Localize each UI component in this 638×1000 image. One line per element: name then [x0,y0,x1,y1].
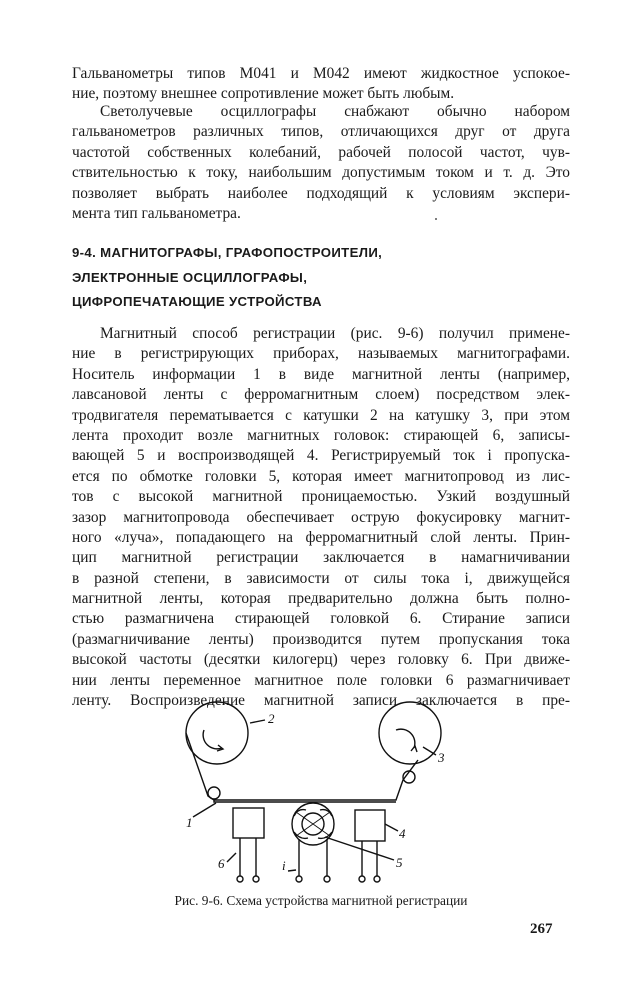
text-line: мента тип гальванометра. [72,204,241,222]
section-heading [72,241,512,315]
text-line: частотой собственных колебаний, рабочей полосой частот, чув- [72,143,570,161]
print-speck [435,218,437,220]
label-head-5: 5 [396,855,403,870]
page-number: 267 [530,921,553,937]
paragraph-magnetic-recording [72,324,570,711]
text-line: тов с высокой магнитной проницаемостью. Узкий воздушный [72,488,570,506]
label-reel-3-text: 3 [438,750,445,765]
playback-head-terminal [359,876,365,882]
text-line: тродвигателя перематывается с катушки 2 на катушку 3, при этом [72,406,570,424]
text-line: Гальванометры типов М041 и М042 имеют жидкостное успокое- [72,65,570,82]
heading-line: 9-4. МАГНИТОГРАФЫ, ГРАФОПОСТРОИТЕЛИ, [72,245,383,260]
text-line: гальванометров различных типов, отличающихся друг от друга [72,123,570,141]
text-line: Светолучевые осциллографы снабжают обычно набором [100,103,570,120]
record-head-terminal [324,876,330,882]
text-line: магнитной ленты, которая предварительно должна быть полно- [72,590,570,608]
text-line: цип магнитной регистрации заключается в намагничивании [72,549,570,567]
text-line: зазор магнитопровода обеспечивает острую фокусировку магнит- [72,508,570,526]
heading-line: ЦИФРОПЕЧАТАЮЩИЕ УСТРОЙСТВА [72,294,322,310]
tape-path [186,733,418,800]
label-head-6: 6 [218,856,225,871]
text-line: лавсановой ленты с ферромагнитным слоем) посредством элек- [72,386,570,404]
text-line: ствительностью к току, наибольшим допустимым током и т. д. Это [72,164,570,182]
text-line: в разной степени, в зависимости от силы тока i, движущейся [72,569,570,587]
text-line: позволяет выбрать наиболее подходящий к условиям экспери- [72,184,570,202]
label-head-4: 4 [399,826,406,841]
erase-head-terminal [253,876,259,882]
label-reel-2: 2 [268,711,275,726]
label-current-i: i [282,858,286,873]
text-line: Носитель информации 1 в виде магнитной ленты (например, [72,365,570,383]
text-line: Магнитный способ регистрации (рис. 9-6) получил примене- [100,325,570,342]
label-tape-1: 1 [186,815,193,830]
record-head-terminal [296,876,302,882]
text-line: (размагничивание ленты) производится путем пропускания тока [72,630,570,648]
takeup-reel-rotation-arrow [396,729,415,748]
text-line: ние, поэтому внешнее сопротивление может быть любым. [72,85,455,103]
text-line: нии ленты переменное магнитное поле головки 6 размагничивает [72,671,570,689]
figure-caption: Рис. 9-6. Схема устройства магнитной регистрации [174,893,468,908]
text-line: ного «луча», попадающего на ферромагнитный слой ленты. Прин- [72,528,570,546]
erase-head-terminal [237,876,243,882]
takeup-arrowhead [411,746,417,752]
playback-head [355,810,385,841]
magnetic-recording-diagram [170,700,470,890]
text-line: лента проходит возле магнитных головок: стирающей 6, записы- [72,426,570,444]
text-line: ленту. Воспроизведение магнитной записи заключается в пре- [72,692,570,710]
paragraph-galvanometers [72,64,570,105]
text-line: стью размагничена стирающей головкой 6. Стирание записи [72,610,570,628]
text-line: вающей 5 и воспроизводящей 4. Регистрируемый ток i пропуска- [72,447,570,465]
supply-reel [186,702,248,764]
paragraph-oscillographs [72,102,570,224]
text-line: ние в регистрирующих приборах, называемых магнитографами. [72,345,570,363]
playback-head-terminal [374,876,380,882]
erase-head [233,808,264,838]
text-line: высокой частоты (десятки килогерц) через головку 6. При движе- [72,651,570,669]
heading-line: ЭЛЕКТРОННЫЕ ОСЦИЛЛОГРАФЫ, [72,269,308,285]
text-line: ется по обмотке головки 5, которая имеет магнитопровод из лис- [72,467,570,485]
